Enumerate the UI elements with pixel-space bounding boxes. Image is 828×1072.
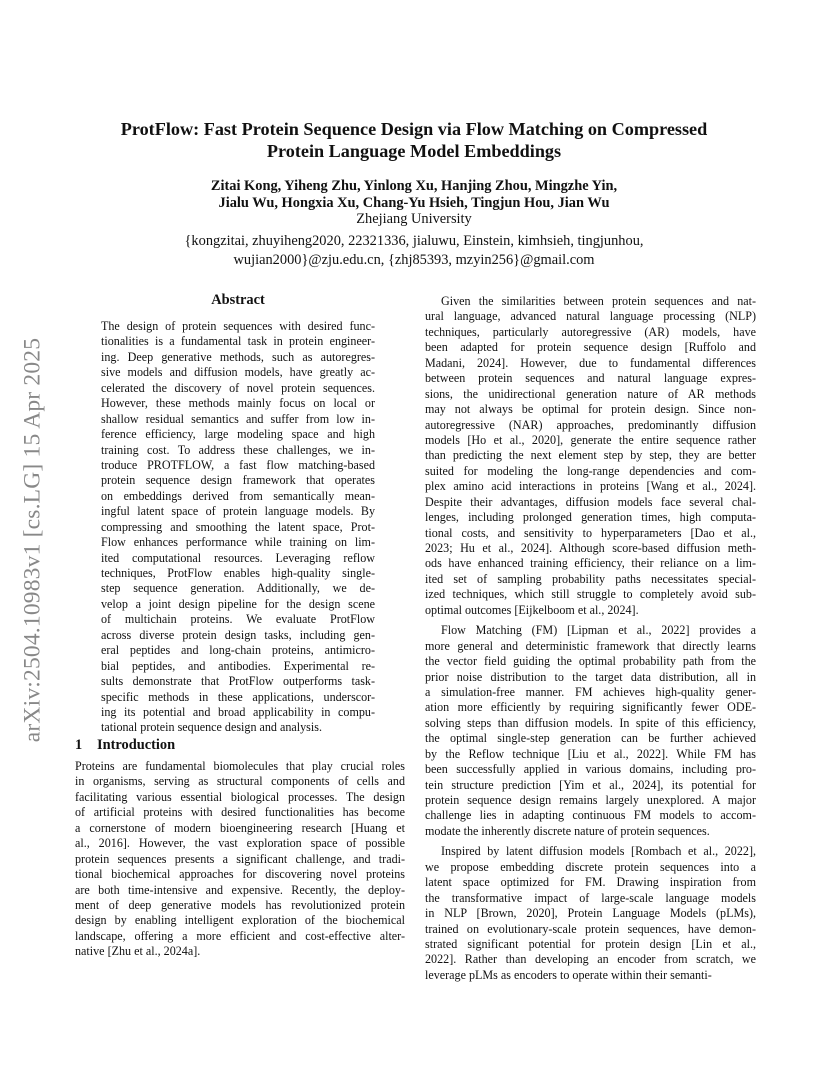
abstract-heading: Abstract [211,292,265,308]
text-line: sults demonstrate that ProtFlow outperforms task- [101,674,375,689]
arxiv-stamp [8,300,58,780]
title-line: ProtFlow: Fast Protein Sequence Design via Flow Matching on Compressed [120,119,708,139]
text-line: Despite their advantages, diffusion models face several chal- [425,494,756,509]
text-line: ural language, advanced natural language processing (NLP) [425,309,756,324]
text-line: in organisms, serving as structural components of cells and [75,774,405,789]
author-line: Jialu Wu, Hongxia Xu, Chang-Yu Hsieh, Tingjun Hou, Jian Wu [218,194,610,211]
right-column-body [425,294,756,983]
section-number: 1 [75,737,83,753]
text-line: a simulation-free manner. FM achieves high-quality gener- [425,684,756,699]
text-line: by the Reflow technique [Liu et al., 2022]. While FM has [425,746,756,761]
text-line: landscape, offering a more efficient and cost-effective alter- [75,928,405,943]
text-line: native [Zhu et al., 2024a]. [75,944,201,959]
text-line: ing. Deep generative methods, such as autoregres- [101,349,375,364]
text-line: we propose embedding discrete protein sequences into a [425,859,756,874]
text-line: across diverse protein design tasks, including gen- [101,627,375,642]
affiliation: Zhejiang University [356,211,472,227]
section-heading-introduction [75,737,175,754]
text-line: techniques, ProtFlow enables high-quality single- [101,566,375,580]
text-line: Flow Matching (FM) [Lipman et al., 2022] provides a [441,623,756,638]
paragraph [425,844,756,983]
text-line: of multichain proteins. We evaluate ProtFlow [101,612,375,627]
text-line: ited set of sampling probability paths necessitates special- [425,571,756,586]
text-line: the optimal single-step generation can be further achieved [425,731,756,746]
text-line: sions, the unidirectional generation nature of AR methods [425,386,756,401]
text-line: been adapted for protein sequence design [Ruffolo and [425,340,756,355]
text-line: ited computational resources. Leveraging reflow [101,550,375,565]
text-line: specific methods in these applications, underscor- [101,689,375,704]
text-line: bial peptides, and antibodies. Experimental re- [101,658,375,673]
text-line: Madani, 2024]. However, due to fundamental differences [425,355,756,370]
text-line: velop a joint design pipeline for the design scene [101,596,375,611]
text-line: on embeddings derived from semantically mean- [101,488,375,503]
text-line: plex amino acid interactions in proteins [Wang et al., 2024]. [425,479,756,494]
text-line: 2022]. Rather than developing an encoder from scratch, we [425,952,756,967]
text-line: The design of protein sequences with desired func- [101,319,375,333]
text-line: leverage pLMs as encoders to operate within their semanti- [425,967,712,982]
text-line: been successfully applied in various domains, including pro- [425,762,756,777]
text-line: the vector field guiding the optimal probability path from the [425,654,756,669]
text-line: ference efficiency, large modeling space and high [101,427,375,442]
text-line: ingful latent space of protein language models. By [101,504,375,519]
text-line: design by enabling intelligent exploration of the biochemical [75,913,405,928]
text-line: Given the similarities between protein sequences and nat- [441,294,756,308]
text-line: strated significant potential for protein design [Lin et al., [425,936,756,951]
text-line: modate the inherently discrete nature of protein sequences. [425,823,710,838]
text-line: prior noise distribution to the target data distribution, all in [425,669,756,684]
author-list [70,178,758,211]
text-line: training cost. To address these challenges, we in- [101,442,375,457]
section-title: Introduction [97,737,176,753]
text-line: ing its potential and broad applicability in compu- [101,704,375,719]
email-line: {kongzitai, zhuyiheng2020, 22321336, jialuwu, Einstein, kimhsieh, tingjunhou, [184,233,644,249]
text-line: a cornerstone of modern bioengineering research [Huang et [75,820,405,835]
text-line: sive models and diffusion models, have greatly ac- [101,365,375,380]
text-line: step sequence generation. Additionally, we de- [101,581,375,596]
text-line: tional biochemical approaches for discovering novel proteins [75,867,405,882]
text-line: Proteins are fundamental biomolecules that play crucial roles [75,759,405,773]
introduction-body [75,759,405,960]
text-line: lenges, including prolonged generation times, high computa- [425,510,756,525]
text-line: models [Ho et al., 2020], generate the entire sequence rather [425,432,756,447]
text-line: facilitating various essential biological processes. The design [75,789,405,804]
text-line: autoregressive (NAR) approaches, predominantly diffusion [425,417,756,432]
text-line: solving steps than diffusion models. In spite of this efficiency, [425,715,756,730]
text-line: However, these methods mainly focus on local or [101,396,375,411]
text-line: compressing and smoothing the latent space, Prot- [101,519,375,534]
text-line: ods have enhanced training efficiency, their reliance on a lim- [425,556,756,571]
text-line: ized techniques, which still struggle to completely avoid sub- [425,587,756,602]
text-line: techniques, particularly autoregressive (AR) models, have [425,324,756,339]
text-line: between protein sequences and natural language expres- [425,371,756,386]
text-line: ment of deep generative models has revolutionized protein [75,897,405,912]
text-line: protein sequence design framework that operates [101,473,375,488]
author-line: Zitai Kong, Yiheng Zhu, Yinlong Xu, Hanjing Zhou, Mingzhe Yin, [210,178,618,194]
text-line: 2023; Hu et al., 2024]. Although score-based diffusion meth- [425,541,756,555]
text-line: of artificial proteins with desired functionalities has become [75,805,405,820]
text-line: Inspired by latent diffusion models [Rombach et al., 2022], [441,844,756,859]
text-line: challenge lies in adapting continuous FM models to accom- [425,808,756,823]
paper-title [70,118,758,162]
text-line: tein structure prediction [Yim et al., 2024], its potential for [425,777,756,792]
arxiv-identifier[interactable]: arXiv:2504.10983v1 [cs.LG] 15 Apr 2025 [19,337,46,743]
text-line: ation more efficiently by requiring significantly fewer ODE- [425,700,756,715]
text-line: shallow residual semantics and suffer from low in- [101,411,375,426]
text-line: may not always be optimal for protein design. Since non- [425,402,756,417]
text-line: trained on evolutionary-scale protein sequences, have demon- [425,921,756,936]
text-line: in NLP [Brown, 2020], Protein Language Models (pLMs), [425,906,756,921]
text-line: tational protein sequence design and analysis. [101,720,322,735]
paragraph [425,623,756,839]
text-line: Flow enhances performance while training on lim- [101,535,375,550]
email-line: wujian2000}@zju.edu.cn, {zhj85393, mzyin256}@gmail.com [233,252,595,268]
text-line: eral peptides and long-chain proteins, antimicro- [101,643,375,658]
paragraph [425,294,756,618]
text-line: tionalities is a fundamental task in protein engineer- [101,334,375,349]
text-line: suited for modeling the long-range dependencies and com- [425,463,756,478]
text-line: than predicting the next element step by step, they are better [425,448,756,463]
text-line: are both time-intensive and expensive. Recently, the deploy- [75,882,405,897]
text-line: tional costs, and sensitivity to hyperparameters [Dao et al., [425,525,756,540]
text-line: more general and deterministic framework that directly learns [425,638,756,653]
text-line: celerated the discovery of novel protein sequences. [101,380,375,395]
abstract-body [101,319,375,736]
text-line: protein sequence design remains largely unexplored. A major [425,793,756,807]
text-line: optimal outcomes [Eijkelboom et al., 2024]. [425,602,639,617]
text-line: troduce PROTFLOW, a fast flow matching-based [101,457,375,472]
text-line: latent space optimized for FM. Drawing inspiration from [425,875,756,890]
title-line: Protein Language Model Embeddings [266,141,562,161]
text-line: protein sequences presents a significant challenge, and tradi- [75,851,405,866]
text-line: al., 2016]. However, the vast exploration space of possible [75,836,405,851]
author-emails [70,232,758,270]
text-line: the transformative impact of large-scale language models [425,890,756,905]
